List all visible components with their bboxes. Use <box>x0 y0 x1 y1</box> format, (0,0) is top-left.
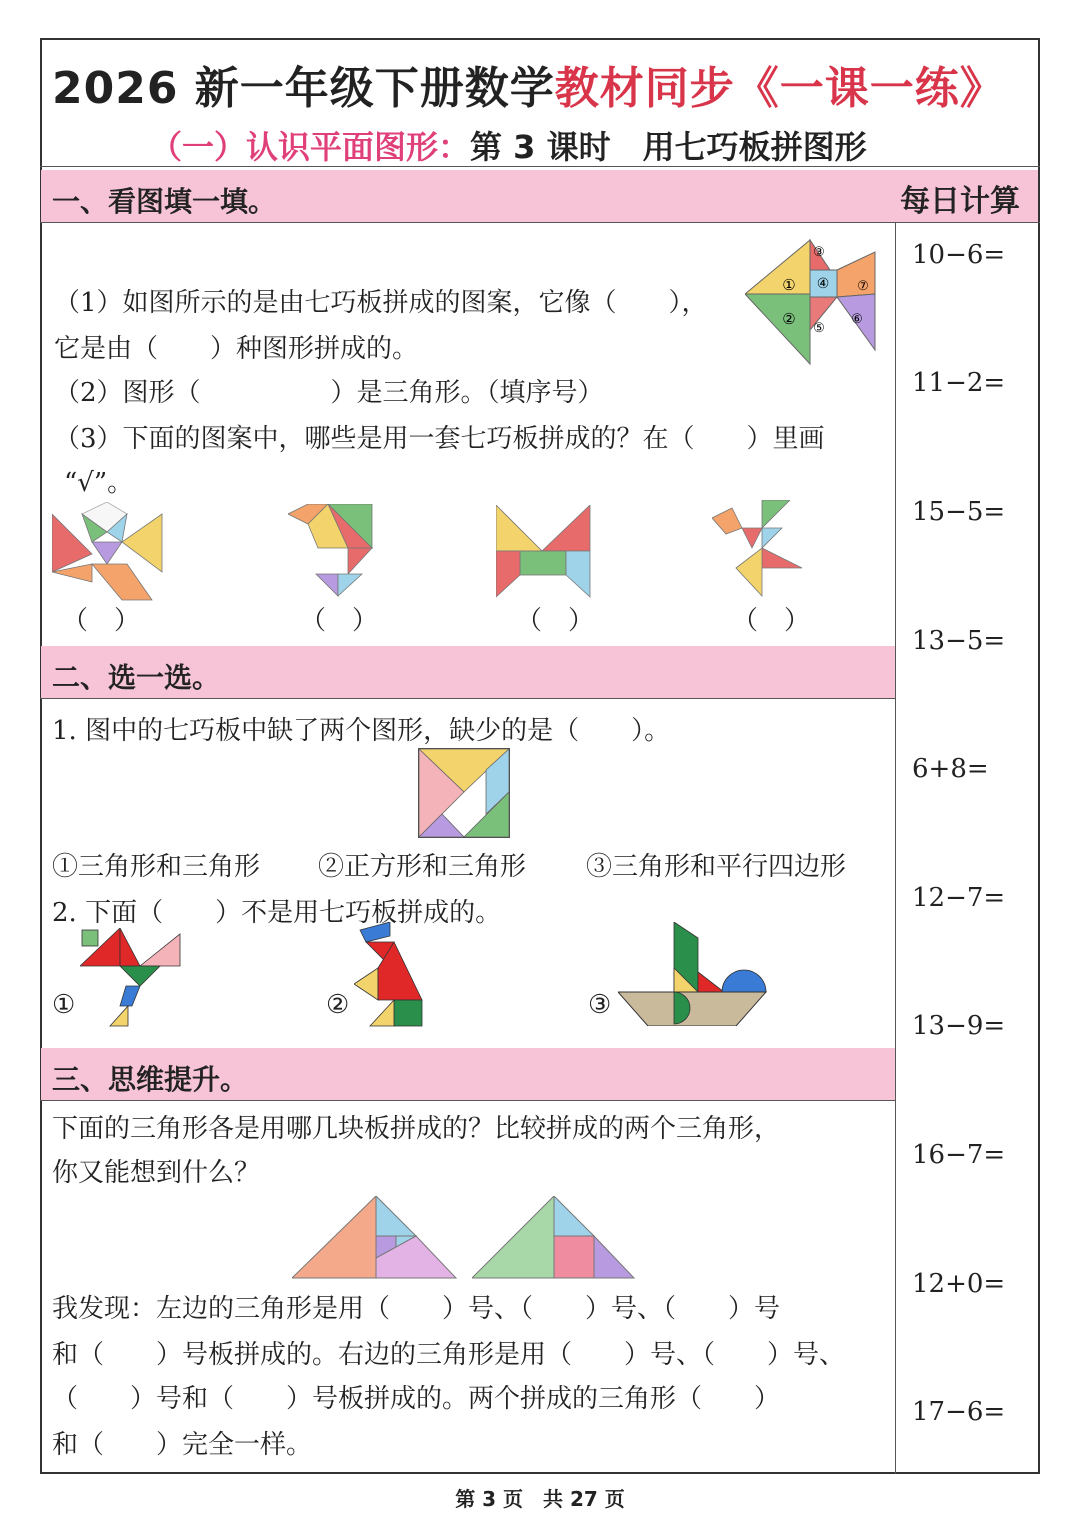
fish-label: ⑥ <box>851 312 863 327</box>
answer-paren[interactable]: （ ） <box>516 606 595 636</box>
left-big-triangle <box>292 1196 458 1280</box>
section1-divider <box>40 222 1040 223</box>
select-option-1: ①三角形和三角形 <box>52 852 261 882</box>
title-red: 教材同步《一课一练》 <box>554 63 1005 114</box>
choice-mark: ② <box>326 990 350 1020</box>
pattern-2-figure <box>288 504 374 600</box>
daily-calc-label: 每日计算 <box>900 184 1020 219</box>
section2-divider <box>40 698 895 699</box>
figure-choice-1 <box>80 928 184 1028</box>
question-3-line2: “√”。 <box>64 468 134 498</box>
section3-title: 三、思维提升。 <box>52 1063 249 1096</box>
question-1-line2: 它是由（ ）种图形拼成的。 <box>54 334 419 364</box>
unit-label: （一）认识平面图形： <box>150 128 471 166</box>
tangram-fish-figure <box>745 238 880 368</box>
calc-item: 17−6= <box>912 1397 1006 1427</box>
lesson-label: 第 3 课时 用七巧板拼图形 <box>470 128 867 166</box>
section1-title: 一、看图填一填。 <box>52 185 277 218</box>
answer-paren[interactable]: （ ） <box>732 606 811 636</box>
lesson-subtitle <box>150 122 867 168</box>
select-question-1: 1. 图中的七巧板中缺了两个图形，缺少的是（ ）。 <box>52 716 671 746</box>
fish-label: ④ <box>816 276 830 292</box>
calc-item: 13−9= <box>912 1011 1006 1041</box>
discovery-line2: 和（ ）号板拼成的。右边的三角形是用（ ）号、（ ）号、 <box>52 1340 846 1370</box>
calc-item: 15−5= <box>912 497 1006 527</box>
fish-label: ⑦ <box>857 279 869 294</box>
figure-choice-3-boat <box>618 922 768 1026</box>
right-big-triangle <box>472 1196 636 1280</box>
choice-mark: ③ <box>588 990 612 1020</box>
select-question-2: 2. 下面（ ）不是用七巧板拼成的。 <box>52 898 502 928</box>
header-divider <box>40 166 1040 167</box>
question-2: （2）图形（ ）是三角形。（填序号） <box>54 378 604 408</box>
discovery-line3: （ ）号和（ ）号板拼成的。两个拼成的三角形（ ） <box>52 1384 781 1414</box>
discovery-line4: 和（ ）完全一样。 <box>52 1430 313 1460</box>
calc-item: 12+0= <box>912 1269 1006 1299</box>
pattern-4-figure <box>712 500 804 600</box>
page-footer: 第 3 页 共 27 页 <box>455 1487 625 1511</box>
discovery-line1: 我发现：左边的三角形是用（ ）号、（ ）号、（ ）号 <box>52 1294 781 1324</box>
incomplete-tangram-square <box>418 748 510 838</box>
answer-paren[interactable]: （ ） <box>62 606 141 636</box>
answer-paren[interactable]: （ ） <box>300 606 379 636</box>
fish-label: ③ <box>813 245 825 260</box>
title-black: 2026 新一年级下册数学 <box>52 63 555 114</box>
question-1-line1: （1）如图所示的是由七巧板拼成的图案，它像（ ）， <box>54 288 708 318</box>
fish-label: ② <box>782 310 796 328</box>
thinking-intro-line1: 下面的三角形各是用哪几块板拼成的？比较拼成的两个三角形， <box>52 1114 781 1144</box>
section3-divider <box>40 1100 895 1101</box>
figure-choice-2 <box>354 922 428 1028</box>
section2-title: 二、选一选。 <box>52 661 221 694</box>
fish-label: ⑤ <box>813 321 825 336</box>
calc-item: 11−2= <box>912 368 1006 398</box>
select-option-2: ②正方形和三角形 <box>318 852 527 882</box>
page-title <box>52 52 1005 116</box>
select-option-3: ③三角形和平行四边形 <box>586 852 847 882</box>
pattern-3-figure <box>496 505 592 601</box>
question-3-line1: （3）下面的图案中，哪些是用一套七巧板拼成的？在（ ）里画 <box>54 424 825 454</box>
calc-item: 13−5= <box>912 626 1006 656</box>
calc-item: 12−7= <box>912 883 1006 913</box>
daily-column-divider <box>895 222 896 1474</box>
thinking-intro-line2: 你又能想到什么？ <box>52 1158 261 1188</box>
pattern-1-figure <box>52 502 164 602</box>
calc-item: 16−7= <box>912 1140 1006 1170</box>
calc-item: 6+8= <box>912 754 989 784</box>
calc-item: 10−6= <box>912 240 1006 270</box>
fish-label: ① <box>782 276 796 294</box>
choice-mark: ① <box>52 990 76 1020</box>
